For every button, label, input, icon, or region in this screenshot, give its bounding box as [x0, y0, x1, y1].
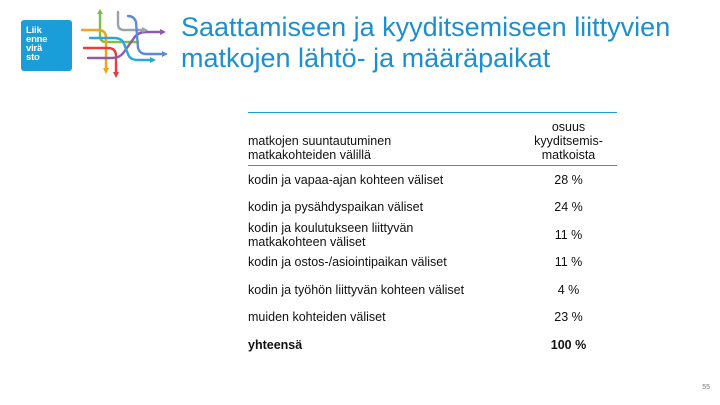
row-value: 28 %	[554, 172, 583, 187]
page-title: Saattamiseen ja kyyditsemiseen liittyvien matkojen lähtö- ja määräpaikat	[181, 12, 671, 73]
row-value: 11 %	[554, 255, 583, 270]
table-row	[248, 221, 617, 249]
row-value: 4 %	[557, 282, 580, 297]
table-row	[248, 249, 617, 277]
row-label: kodin ja pysähdyspaikan väliset	[248, 200, 424, 215]
row-label: kodin ja työhön liittyvän kohteen väliset	[248, 282, 465, 297]
column-header-destinations: matkojen suuntautuminen matkakohteiden välillä	[248, 134, 392, 162]
row-label: kodin ja ostos-/asiointipaikan väliset	[248, 255, 447, 270]
table-header-row	[248, 113, 617, 166]
table-row	[248, 304, 617, 332]
row-label: kodin ja koulutukseen liittyvän matkakohteen väliset	[248, 220, 414, 249]
total-label: yhteensä	[248, 337, 303, 352]
row-label: kodin ja vapaa-ajan kohteen väliset	[248, 172, 444, 187]
row-value: 11 %	[554, 227, 583, 242]
brand-arrows-icon	[78, 8, 168, 78]
row-value: 23 %	[554, 310, 583, 325]
table-row	[248, 194, 617, 222]
brand-logo	[21, 20, 72, 71]
table-total-row	[248, 331, 617, 359]
share-table	[248, 112, 617, 359]
row-label: muiden kohteiden väliset	[248, 310, 386, 325]
total-value: 100 %	[550, 337, 587, 352]
page-number: 55	[702, 384, 710, 391]
table-row	[248, 166, 617, 194]
table-row	[248, 276, 617, 304]
logo-text: Liik enne virä sto	[26, 25, 48, 63]
column-header-share: osuus kyyditsemis- matkoista	[534, 120, 603, 162]
row-value: 24 %	[554, 200, 583, 215]
